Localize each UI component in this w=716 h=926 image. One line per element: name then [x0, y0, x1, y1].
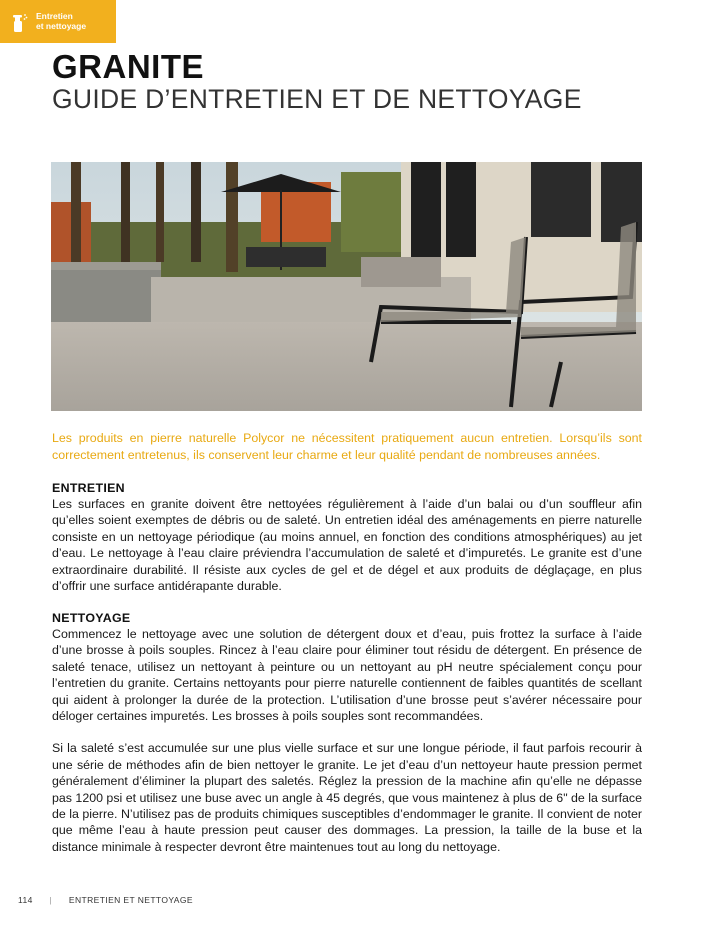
nettoyage-section	[52, 610, 642, 855]
intro-paragraph: Les produits en pierre naturelle Polycor ne nécessitent pratiquement aucun entretien. Lorsqu’ils sont correctement entretenus, ils conservent leur charme et leur qualité pendant de nombreuses années.	[52, 431, 642, 462]
page-subtitle: GUIDE D’ENTRETIEN ET DE NETTOYAGE	[52, 84, 582, 114]
footer-section-name: ENTRETIEN ET NETTOYAGE	[68, 895, 193, 905]
nettoyage-paragraph-1: Commencez le nettoyage avec une solution de détergent doux et d’eau, puis frottez la surface à l’aide d’une brosse à poils souples. Rincez à l’eau claire pour éliminer tout résidu de détergent. En présence de saleté tenace, utilisez un nettoyant à peinture ou un nettoyant au pH neutre spécialement conçu pour l’entretien du granite. Certains nettoyants pour pierre naturelle contiennent de faibles quantités de scellant qui aident à prolonger la durée de la protection. L’utilisation d’une brosse peut s’avérer nécessaire pour déloger certaines impuretés. Les brosses à poils souples sont recommandées.	[52, 627, 642, 724]
patio-photo	[51, 162, 642, 411]
entretien-paragraph: Les surfaces en granite doivent être nettoyées régulièrement à l’aide d’un balai ou d’un souffleur afin qu’elles soient exemptes de débris ou de saleté. Un entretien idéal des aménagements en pierre naturelle consiste en un nettoyage périodique (au moins annuel, en fonction des conditions atmosphériques) au jet d’eau. Le nettoyage à l’eau claire préviendra l’accumulation de saleté et d’impuretés. Le granite est d’une extraordinaire durabilité. Il résiste aux cycles de gel et de dégel et aux produits de déglaçage, en plus d’offrir une surface antidérapante durable.	[52, 497, 642, 594]
section-tag-line1: Entretien	[36, 11, 73, 21]
page-number: 114	[18, 895, 33, 905]
section-tag	[0, 0, 116, 43]
section-tag-label	[36, 11, 112, 31]
section-tag-line2: et nettoyage	[36, 21, 87, 31]
page-title: GRANITE	[52, 48, 204, 85]
nettoyage-paragraph-2: Si la saleté s’est accumulée sur une plus vielle surface et sur une longue période, il faut parfois recourir à une série de méthodes afin de bien nettoyer le granite. Le jet d’eau d’un nettoyeur haute pression permet généralement d’éliminer la plupart des saletés. Réglez la pression de la machine afin qu’elle ne dépasse pas 1200 psi et utilisez une buse avec un angle à 45 degrés, que vous maintenez à plus de 6" de la surface de la pierre. N’utilisez pas de produits chimiques susceptibles d’endommager le granite. Il convient de noter que même l’eau à haute pression peut causer des dommages. La pression, la taille de la buse et la distance minimale à respecter devront être maintenues tout au long du nettoyage.	[52, 741, 642, 854]
footer-separator: |	[49, 895, 53, 905]
nettoyage-heading: NETTOYAGE	[52, 611, 131, 625]
entretien-section	[52, 480, 642, 594]
page-footer	[18, 895, 193, 905]
entretien-heading: ENTRETIEN	[52, 481, 125, 495]
spray-bottle-icon	[10, 13, 28, 33]
